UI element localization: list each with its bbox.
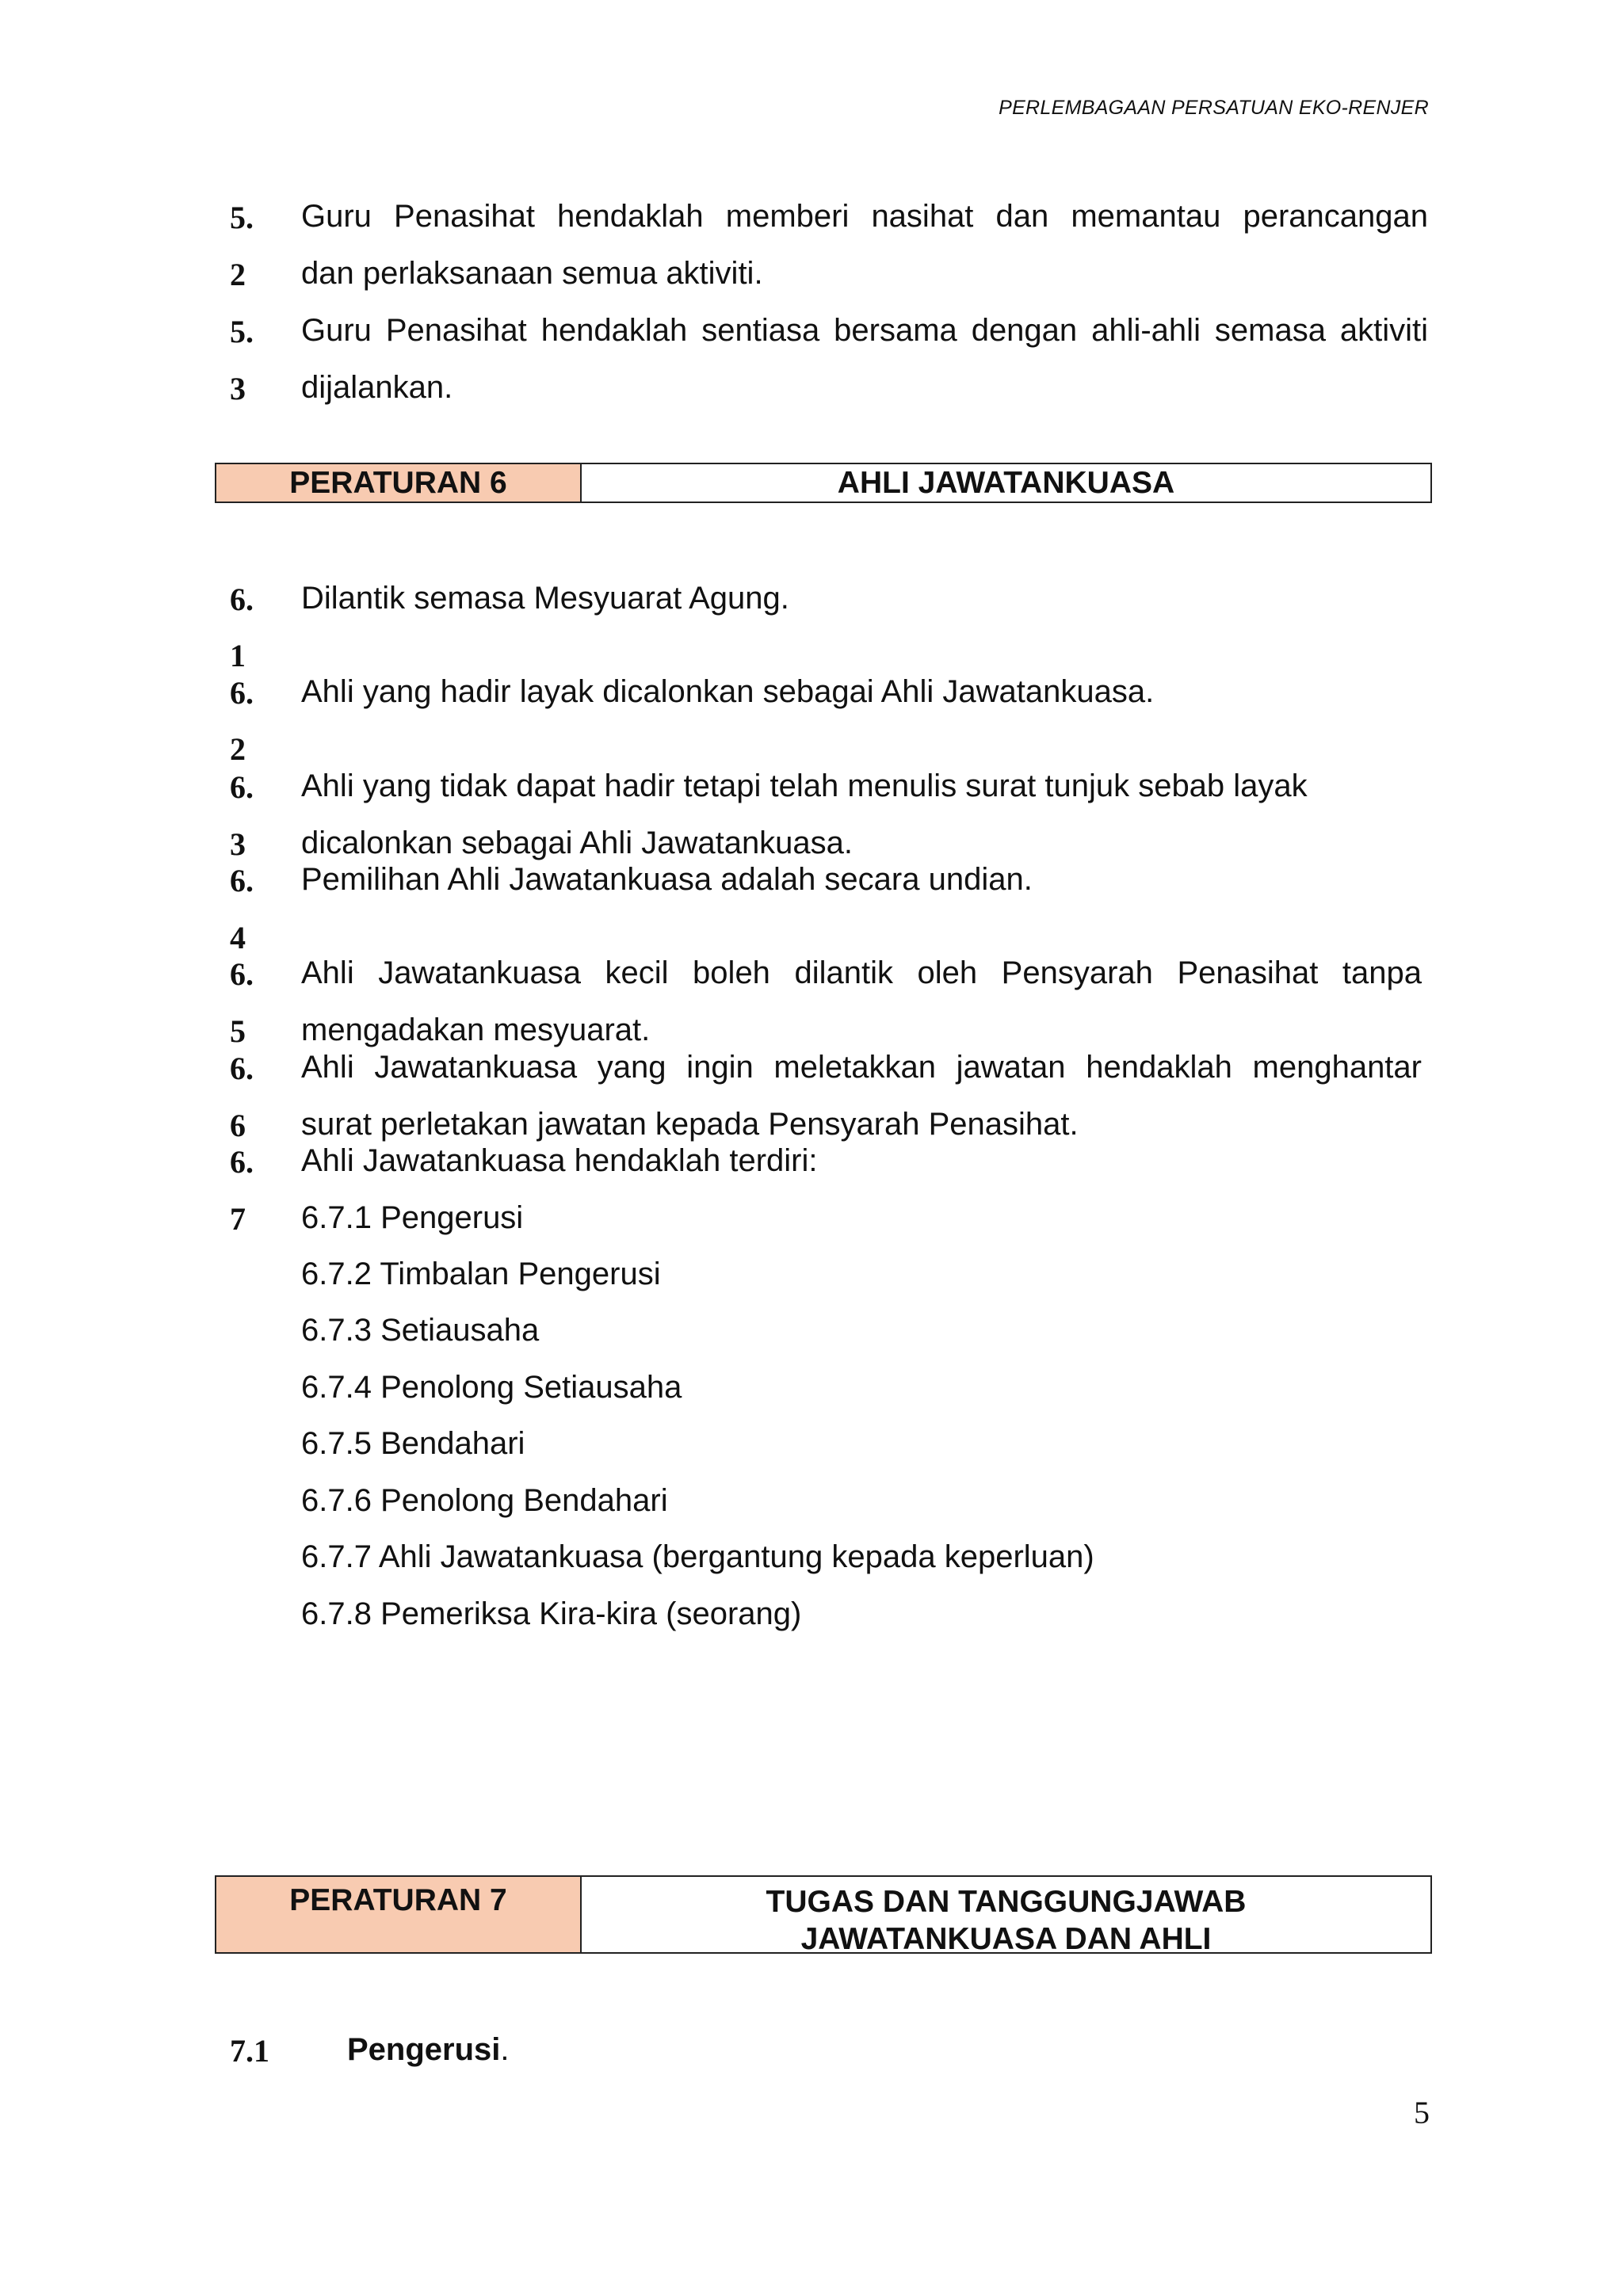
item-text-line: Guru Penasihat hendaklah sentiasa bersama dengan ahli-ahli semasa aktiviti [301,313,1428,348]
sub-section-heading-text: Pengerusi [347,2032,501,2067]
rule-title-line: TUGAS DAN TANGGUNGJAWAB [766,1885,1247,1919]
sub-item: 6.7.5 Bendahari [301,1426,525,1461]
item-number-part-b: 7 [230,1201,246,1237]
item-number-part-b: 2 [230,731,246,767]
item-number-part-b: 5 [230,1013,246,1049]
item-text-line: Ahli yang tidak dapat hadir tetapi telah menulis surat tunjuk sebab layak [301,769,1308,803]
item-number-part-a: 5. [230,314,254,349]
item-text-line: mengadakan mesyuarat. [301,1013,651,1047]
rule-label: PERATURAN 7 [216,1877,582,1952]
item-text-line: Guru Penasihat hendaklah memberi nasihat dan memantau perancangan [301,199,1428,234]
item-number-part-a: 6. [230,1051,254,1086]
rule-label: PERATURAN 6 [216,464,582,502]
sub-section-heading [347,2034,510,2065]
sub-item: 6.7.2 Timbalan Pengerusi [301,1257,661,1291]
rule-title [582,1877,1430,1956]
item-number-part-b: 3 [230,371,246,406]
item-number-part-a: 6. [230,582,254,617]
item-number-part-b: 2 [230,257,246,292]
rule-title: AHLI JAWATANKUASA [837,466,1175,500]
item-text-line: dicalonkan sebagai Ahli Jawatankuasa. [301,826,854,860]
item-number-part-b: 6 [230,1108,246,1143]
sub-item: 6.7.7 Ahli Jawatankuasa (bergantung kepada keperluan) [301,1539,1094,1574]
item-text-line: Dilantik semasa Mesyuarat Agung. [301,581,789,616]
item-text-line: Ahli yang hadir layak dicalonkan sebagai Ahli Jawatankuasa. [301,674,1155,709]
section-heading-bar [215,463,1432,503]
sub-item: 6.7.4 Penolong Setiausaha [301,1370,682,1405]
item-text-line: Ahli Jawatankuasa yang ingin meletakkan jawatan hendaklah menghantar [301,1050,1422,1085]
item-text-line: Ahli Jawatankuasa kecil boleh dilantik oleh Pensyarah Penasihat tanpa [301,955,1422,990]
item-text-line: Pemilihan Ahli Jawatankuasa adalah secara undian. [301,862,1033,897]
item-number-part-a: 5. [230,200,254,235]
sub-item: 6.7.1 Pengerusi [301,1200,524,1235]
item-text-line: dijalankan. [301,370,453,405]
item-text-line: dan perlaksanaan semua aktiviti. [301,256,763,291]
item-number-part-a: 6. [230,769,254,805]
section-heading-bar [215,1875,1432,1954]
item-number-part-a: 6. [230,1144,254,1180]
rule-title-line: JAWATANKUASA DAN AHLI [800,1922,1212,1956]
item-text-line: Ahli Jawatankuasa hendaklah terdiri: [301,1143,818,1178]
item-number-part-b: 3 [230,826,246,862]
sub-section-heading-suffix: . [500,2032,510,2067]
item-number-part-b: 4 [230,920,246,955]
sub-item: 6.7.3 Setiausaha [301,1313,540,1348]
sub-section-number: 7.1 [230,2033,269,2069]
page-number: 5 [1414,2095,1430,2130]
sub-item: 6.7.8 Pemeriksa Kira-kira (seorang) [301,1596,802,1631]
item-number-part-a: 6. [230,863,254,898]
item-text-line: surat perletakan jawatan kepada Pensyarah Penasihat. [301,1107,1079,1142]
running-header: PERLEMBAGAAN PERSATUAN EKO-RENJER [999,97,1429,119]
item-number-part-b: 1 [230,638,246,673]
item-number-part-a: 6. [230,956,254,992]
sub-item: 6.7.6 Penolong Bendahari [301,1483,668,1518]
item-number-part-a: 6. [230,675,254,711]
